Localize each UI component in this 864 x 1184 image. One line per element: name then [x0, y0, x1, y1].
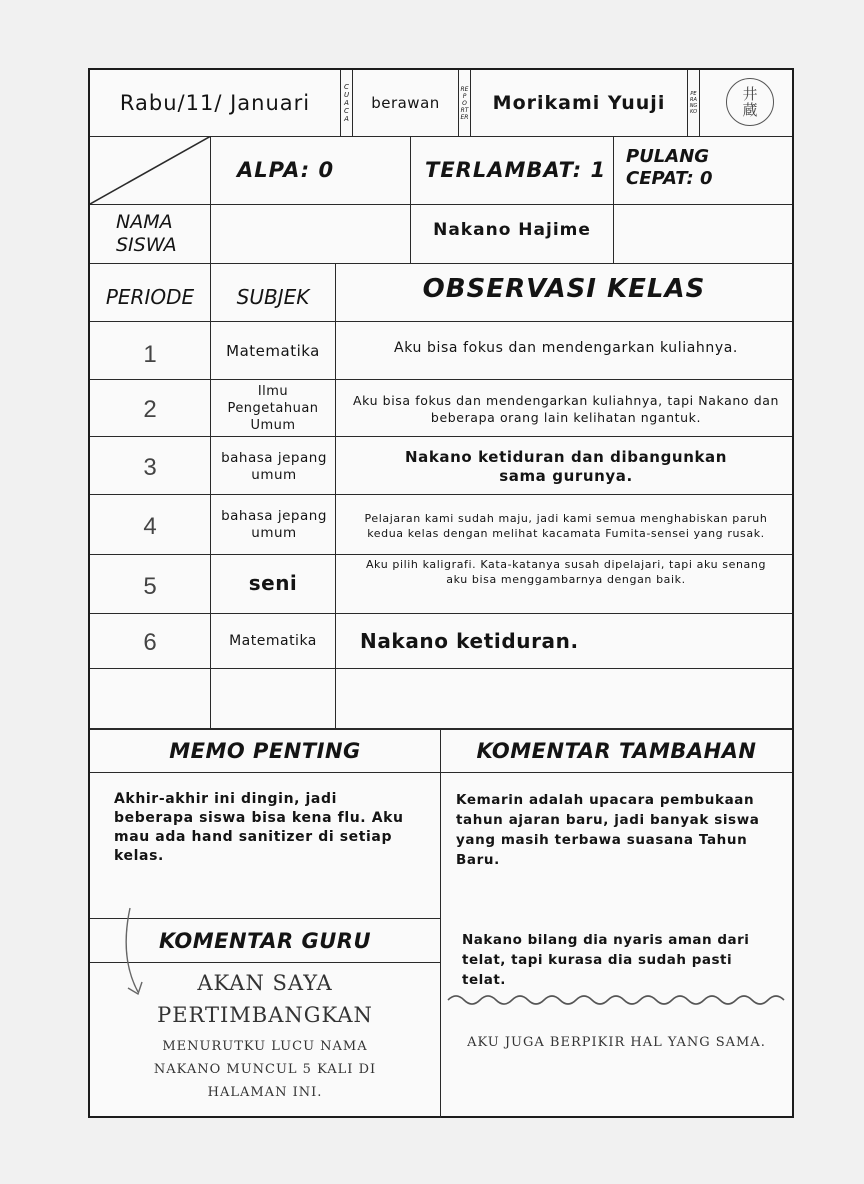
divider	[90, 772, 792, 773]
komentar-tambahan-body: Kemarin adalah upacara pembukaan tahun ajaran baru, jadi banyak siswa yang masih terbawa suasana Tahun Baru.	[456, 792, 760, 868]
divider	[440, 728, 441, 1118]
weather-label: CUACA	[343, 83, 350, 123]
reporter-label-cell	[459, 72, 470, 134]
weather-label-cell	[341, 72, 352, 134]
nama-siswa-label	[116, 211, 177, 257]
subjek-header: SUBJEK	[236, 285, 310, 309]
komentar-guru-sub: MENURUTKU LUCU NAMA NAKANO MUNCUL 5 KALI DI HALAMAN INI.	[153, 1038, 377, 1100]
observation-cell: Pelajaran kami sudah maju, jadi kami semua menghabiskan paruh kedua kelas dengan melihat kacamata Fumita-sensei yang rusak.	[364, 512, 768, 540]
memo-title: MEMO PENTING	[169, 739, 361, 763]
subject-cell: bahasa jepang umum	[221, 450, 327, 483]
observation-cell: Aku bisa fokus dan mendengarkan kuliahnya, tapi Nakano dan beberapa orang lain kelihatan ngantuk.	[352, 392, 780, 425]
stamp-label: PERANGKO	[689, 91, 698, 115]
seal-stamp	[726, 78, 774, 126]
period-number: 1	[143, 341, 157, 368]
period-number: 2	[143, 395, 157, 423]
komentar-guru-title: KOMENTAR GURU	[158, 929, 372, 953]
weather-value: berawan	[371, 94, 440, 112]
divider	[613, 136, 614, 263]
pulang-cepat-count	[626, 146, 792, 190]
period-number: 5	[143, 573, 157, 600]
komentar-guru-line2: PERTIMBANGKAN	[157, 1003, 373, 1027]
observation-cell: Aku pilih kaligrafi. Kata-katanya susah dipelajari, tapi aku senang aku bisa menggambarnya dengan baik.	[365, 558, 767, 586]
periode-header: PERIODE	[105, 285, 195, 309]
divider	[699, 70, 700, 136]
stamp-label-cell	[688, 72, 699, 134]
reporter-label: REPORTER	[460, 85, 469, 121]
observation-cell: Nakano ketiduran dan dibangunkan sama gurunya.	[404, 448, 728, 485]
subject-cell: seni	[248, 570, 298, 595]
corner-diagonal	[90, 136, 211, 204]
curved-arrow-icon	[116, 906, 152, 1002]
subject-cell: Matematika	[229, 632, 317, 649]
date-field: Rabu/11/ Januari	[119, 91, 311, 115]
class-journal-sheet	[88, 68, 794, 1118]
nama-label: NAMA	[116, 211, 173, 233]
komentar-tambahan-note: Nakano bilang dia nyaris aman dari telat, tapi kurasa dia sudah pasti telat.	[462, 932, 750, 988]
observation-cell: Nakano ketiduran.	[360, 629, 579, 653]
komentar-guru-line1: AKAN SAYA	[197, 971, 333, 995]
subject-cell: Ilmu Pengetahuan Umum	[227, 384, 319, 433]
seal-text: 井蔵	[742, 85, 758, 119]
siswa-label: SISWA	[116, 234, 177, 256]
reporter-name: Morikami Yuuji	[492, 92, 666, 114]
subject-cell: bahasa jepang umum	[221, 508, 327, 541]
wavy-separator	[446, 992, 786, 1008]
terlambat-count: TERLAMBAT: 1	[425, 158, 607, 182]
memo-body: Akhir-akhir ini dingin, jadi beberapa siswa bisa kena flu. Aku mau ada hand sanitizer di setiap kelas.	[114, 791, 404, 864]
period-number: 4	[143, 513, 157, 540]
period-number: 6	[143, 629, 157, 656]
alpa-count: ALPA: 0	[237, 158, 335, 182]
observasi-header: OBSERVASI KELAS	[422, 274, 706, 304]
komentar-tambahan-reply: AKU JUGA BERPIKIR HAL YANG SAMA.	[467, 1034, 766, 1050]
student-name: Nakano Hajime	[433, 220, 591, 240]
subject-cell: Matematika	[226, 342, 320, 360]
komentar-tambahan-title: KOMENTAR TAMBAHAN	[476, 739, 757, 763]
cepat-label: CEPAT: 0	[626, 168, 713, 189]
period-number: 3	[143, 454, 157, 481]
pulang-label: PULANG	[626, 146, 710, 167]
observation-cell: Aku bisa fokus dan mendengarkan kuliahnya.	[394, 340, 738, 356]
